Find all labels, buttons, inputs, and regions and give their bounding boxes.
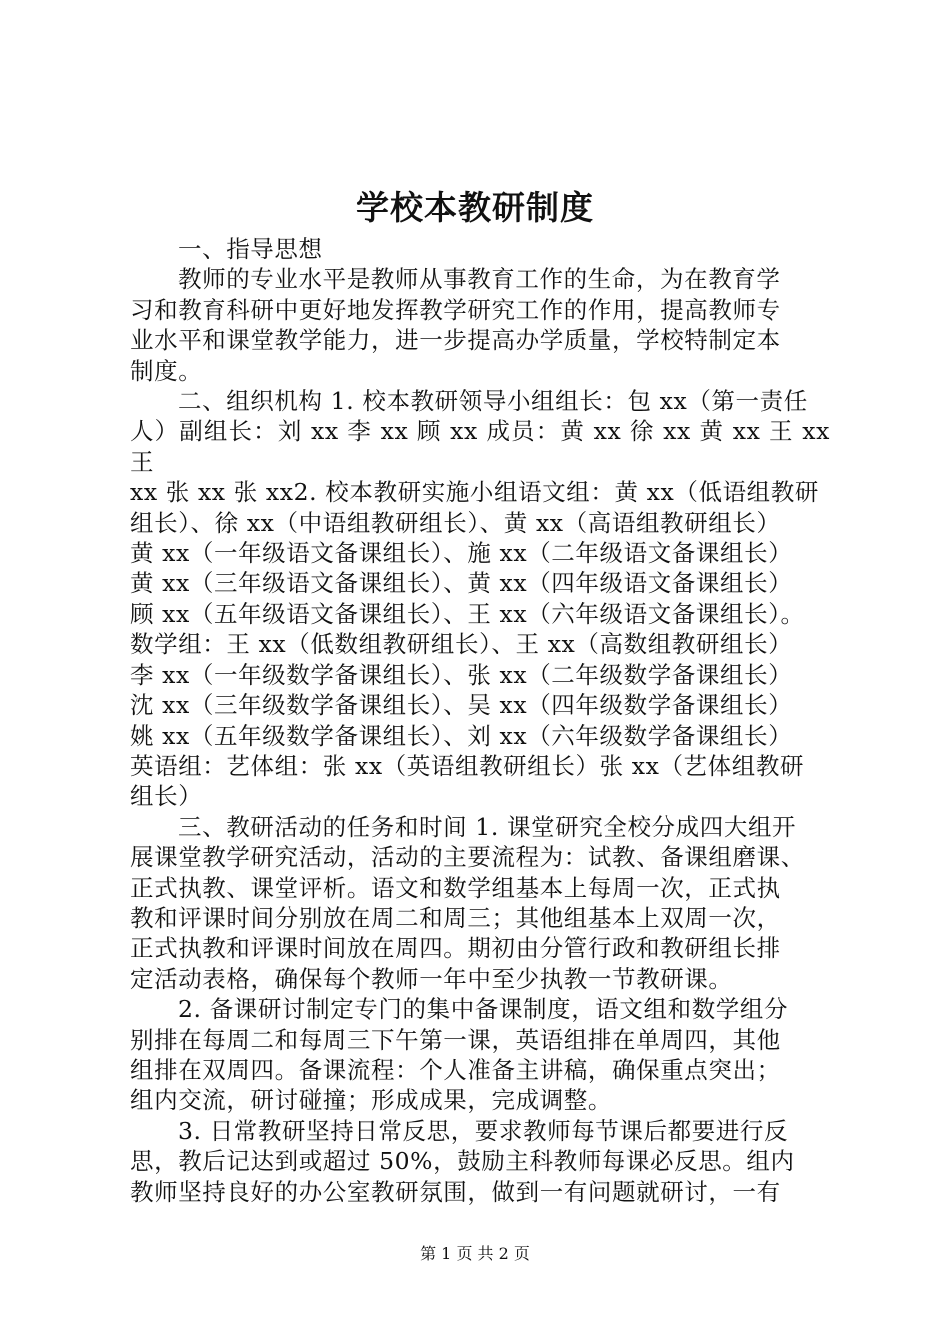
document-title: 学校本教研制度	[356, 188, 594, 227]
paragraph-lesson-preparation: 2. 备课研讨制定专门的集中备课制度，语文组和数学组分 别排在每周二和每周三下午第一课，英语组排在单周四，其他 组排在双周四。备课流程：个人准备主讲稿，确保重点突出； 组内交流，研讨碰撞；形成成果，完成调整。	[130, 995, 789, 1115]
paragraph-daily-research: 3. 日常教研坚持日常反思，要求教师每节课后都要进行反 思，教后记达到或超过 50%，鼓励主科教师每课必反思。组内 教师坚持良好的办公室教研氛围，做到一有问题就研讨，一有	[130, 1116, 795, 1206]
page-footer: 第 1 页 共 2 页	[420, 1244, 530, 1263]
document-body	[130, 234, 830, 1207]
paragraph-tasks-and-time: 三、教研活动的任务和时间 1. 课堂研究全校分成四大组开 展课堂教学研究活动，活动的主要流程为：试教、备课组磨课、 正式执教、课堂评析。语文和数学组基本上每周一次，正式执 教和评课时间分别放在周二和周三；其他组基本上双周一次， 正式执教和评课时间放在周四。期初由分管行政和教研组长排 定活动表格，确保每个教师一年中至少执教一节教研课。	[130, 812, 805, 993]
section-heading-guiding-ideology: 一、指导思想	[178, 235, 323, 263]
paragraph-organization: 二、组织机构 1. 校本教研领导小组组长：包 xx（第一责任 人）副组长：刘 xx 李 xx 顾 xx 成员：黄 xx 徐 xx 黄 xx 王 xx 王 xx 张 xx 张 xx2. 校本教研实施小组语文组：黄 xx（低语组教研 组长）、徐 xx（中语组教研组长）、黄 xx（高语组教研组长） 黄 xx（一年级语文备课组长）、施 xx（二年级语文备课组长） 黄 xx（三年级语文备课组长）、黄 xx（四年级语文备课组长） 顾 xx（五年级语文备课组长）、王 xx（六年级语文备课组长）。 数学组：王 xx（低数组教研组长）、王 xx（高数组教研组长） 李 xx（一年级数学备课组长）、张 xx（二年级数学备课组长） 沈 xx（三年级数学备课组长）、吴 xx（四年级数学备课组长） 姚 xx（五年级数学备课组长）、刘 xx（六年级数学备课组长） 英语组：艺体组：张 xx（英语组教研组长）张 xx（艺体组教研 组长）	[130, 387, 830, 811]
paragraph-guiding-ideology: 教师的专业水平是教师从事教育工作的生命，为在教育学 习和教育科研中更好地发挥教学研究工作的作用，提高教师专 业水平和课堂教学能力，进一步提高办学质量，学校特制定本 制度。	[130, 265, 781, 385]
